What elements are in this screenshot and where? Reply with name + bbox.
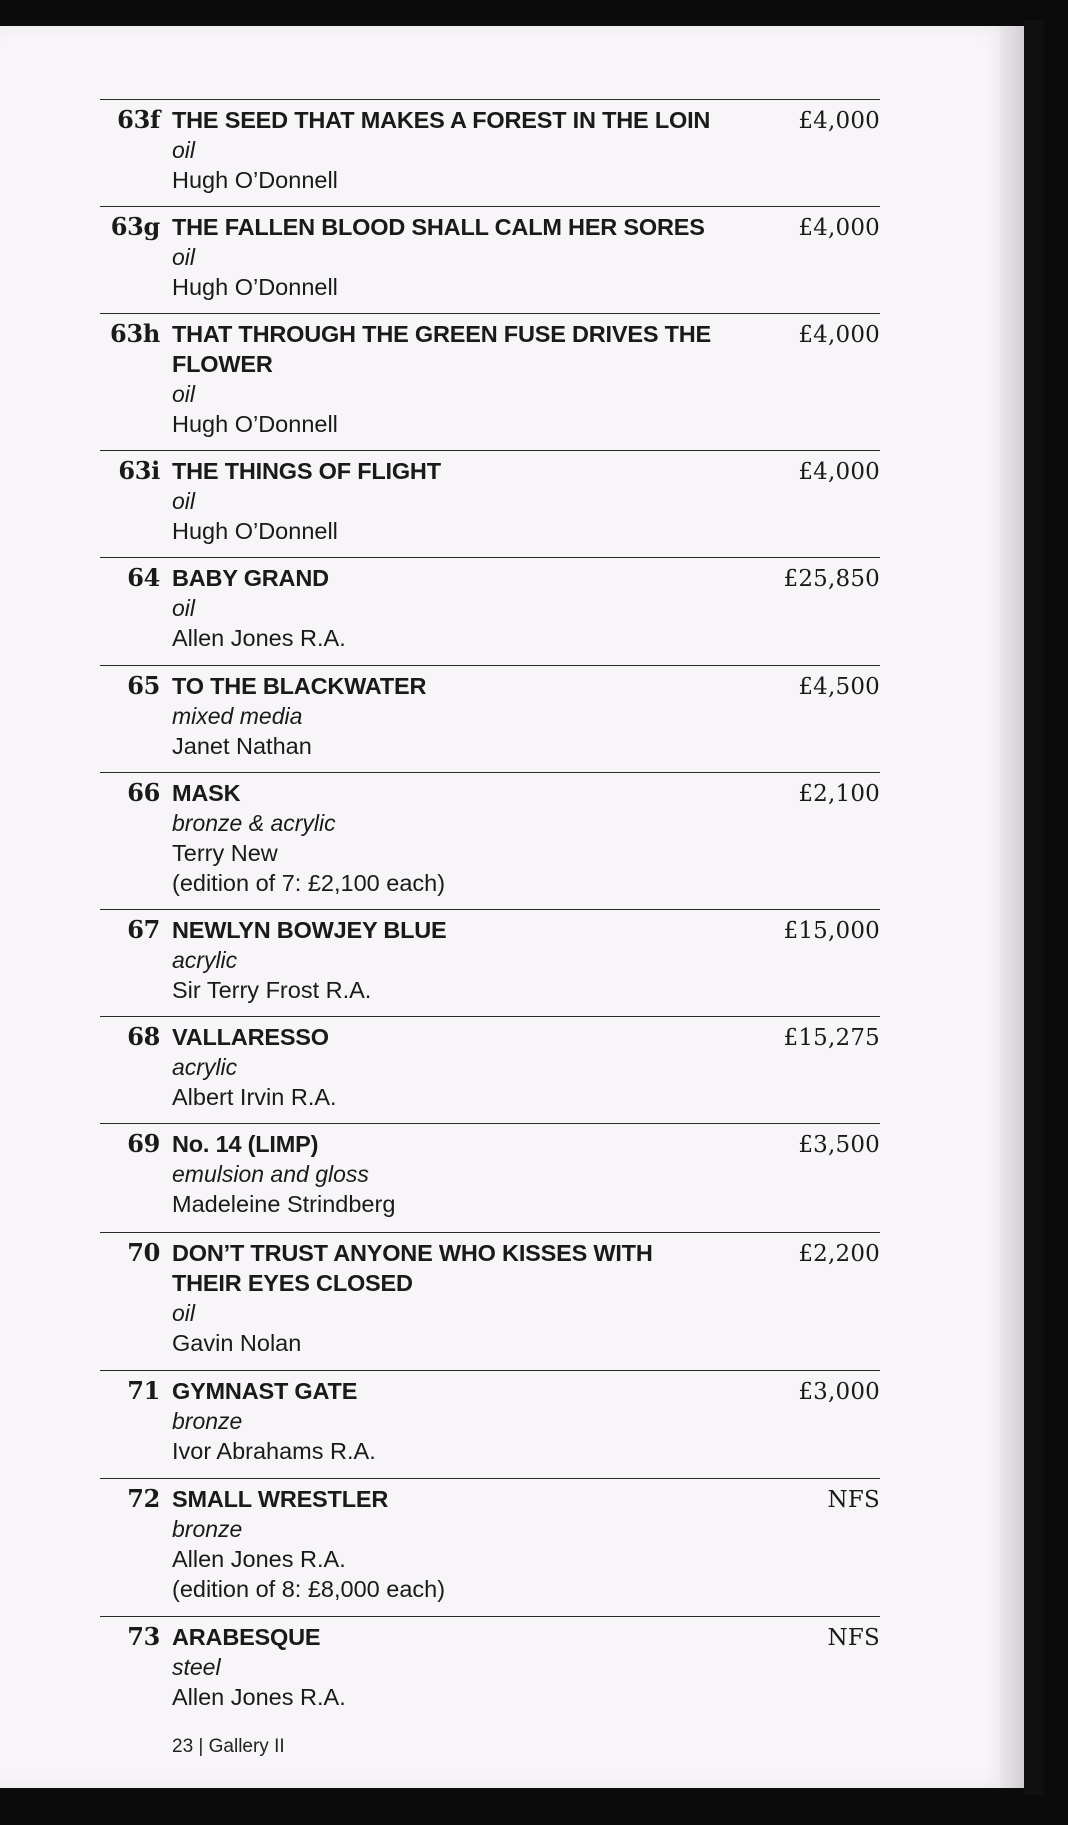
entry-price: NFS <box>827 1625 880 1651</box>
entry-medium: oil <box>172 381 196 407</box>
entry-title: TO THE BLACKWATER <box>172 673 427 699</box>
entry-artist: Hugh O’Donnell <box>172 518 338 544</box>
entry-price: £15,000 <box>783 918 880 944</box>
catalogue-entry <box>100 99 880 206</box>
entry-title: GYMNAST GATE <box>172 1378 358 1404</box>
entry-number: 65 <box>127 671 160 700</box>
entry-title: THE THINGS OF FLIGHT <box>172 458 441 484</box>
entry-artist: Madeleine Strindberg <box>172 1191 396 1217</box>
entry-medium: oil <box>172 244 196 270</box>
entry-title: NEWLYN BOWJEY BLUE <box>172 917 447 943</box>
entry-medium: oil <box>172 137 196 163</box>
entry-medium: bronze <box>172 1408 243 1434</box>
entry-artist: Albert Irvin R.A. <box>172 1084 337 1110</box>
catalogue-entry <box>100 772 880 909</box>
entry-number: 67 <box>127 915 160 944</box>
catalogue-entry <box>100 1123 880 1232</box>
catalogue-entry <box>100 1016 880 1123</box>
entry-number: 63g <box>110 212 160 241</box>
entry-number: 63i <box>118 456 160 485</box>
page-edge-shadow <box>1024 20 1044 1795</box>
entry-medium: oil <box>172 595 196 621</box>
entry-number: 73 <box>127 1622 160 1651</box>
entry-title: ARABESQUE <box>172 1624 321 1650</box>
entry-price: £4,000 <box>798 215 880 241</box>
entry-title: VALLARESSO <box>172 1024 329 1050</box>
entry-number: 68 <box>127 1022 160 1051</box>
entry-artist: Janet Nathan <box>172 733 312 759</box>
catalogue-entry <box>100 450 880 557</box>
entry-medium: oil <box>172 488 196 514</box>
entry-title: No. 14 (LIMP) <box>172 1131 319 1157</box>
entry-number: 66 <box>127 778 160 807</box>
entry-title: DON’T TRUST ANYONE WHO KISSES WITH THEIR EYES CLOSED <box>172 1240 653 1296</box>
page-edge <box>1000 26 1026 1788</box>
entry-price: £4,000 <box>798 459 880 485</box>
entry-artist: Hugh O’Donnell <box>172 274 338 300</box>
entry-artist: Terry New <box>172 840 278 866</box>
entry-artist: Gavin Nolan <box>172 1330 302 1356</box>
entry-number: 64 <box>127 563 160 592</box>
catalogue-entry <box>100 313 880 450</box>
entry-price: £15,275 <box>783 1025 880 1051</box>
catalogue-entry <box>100 909 880 1016</box>
entry-price: £4,500 <box>798 674 880 700</box>
entry-artist: Allen Jones R.A. <box>172 1684 346 1710</box>
entry-medium: mixed media <box>172 703 303 729</box>
entry-number: 69 <box>127 1129 160 1158</box>
catalogue-entry <box>100 1478 880 1616</box>
catalogue-entry <box>100 1616 880 1723</box>
entry-price: £2,100 <box>798 781 880 807</box>
entry-artist: Allen Jones R.A. <box>172 1546 346 1572</box>
entry-medium: bronze <box>172 1516 243 1542</box>
entry-edition-note: (edition of 7: £2,100 each) <box>172 870 446 896</box>
catalogue-entry <box>100 557 880 665</box>
catalogue-entry <box>100 206 880 313</box>
entry-number: 63h <box>110 319 160 348</box>
entry-title: BABY GRAND <box>172 565 329 591</box>
entry-artist: Allen Jones R.A. <box>172 625 346 651</box>
entry-medium: acrylic <box>172 947 238 973</box>
entry-price: £3,500 <box>798 1132 880 1158</box>
entry-title: MASK <box>172 780 241 806</box>
entry-artist: Hugh O’Donnell <box>172 167 338 193</box>
entry-medium: oil <box>172 1300 196 1326</box>
page-footer: 23 | Gallery II <box>172 1736 285 1757</box>
entry-title: THE FALLEN BLOOD SHALL CALM HER SORES <box>172 214 705 240</box>
entry-artist: Ivor Abrahams R.A. <box>172 1438 376 1464</box>
entry-edition-note: (edition of 8: £8,000 each) <box>172 1576 446 1602</box>
entry-artist: Sir Terry Frost R.A. <box>172 977 372 1003</box>
entry-price: £3,000 <box>798 1379 880 1405</box>
entry-number: 71 <box>127 1376 160 1405</box>
entry-title: THAT THROUGH THE GREEN FUSE DRIVES THE FLOWER <box>172 321 712 377</box>
entry-medium: emulsion and gloss <box>172 1161 369 1187</box>
entry-number: 63f <box>117 105 160 134</box>
entry-price: £2,200 <box>798 1241 880 1267</box>
entry-title: THE SEED THAT MAKES A FOREST IN THE LOIN <box>172 107 711 133</box>
entry-title: SMALL WRESTLER <box>172 1486 389 1512</box>
entry-medium: acrylic <box>172 1054 238 1080</box>
entry-medium: bronze & acrylic <box>172 810 336 836</box>
entry-artist: Hugh O’Donnell <box>172 411 338 437</box>
catalogue-entry <box>100 1232 880 1370</box>
entry-number: 70 <box>127 1238 160 1267</box>
entry-number: 72 <box>127 1484 160 1513</box>
entry-medium: steel <box>172 1654 221 1680</box>
entry-price: £25,850 <box>783 566 880 592</box>
entry-price: £4,000 <box>798 108 880 134</box>
entry-price: NFS <box>827 1487 880 1513</box>
catalogue-entry <box>100 1370 880 1478</box>
catalogue-entry <box>100 665 880 772</box>
entry-price: £4,000 <box>798 322 880 348</box>
